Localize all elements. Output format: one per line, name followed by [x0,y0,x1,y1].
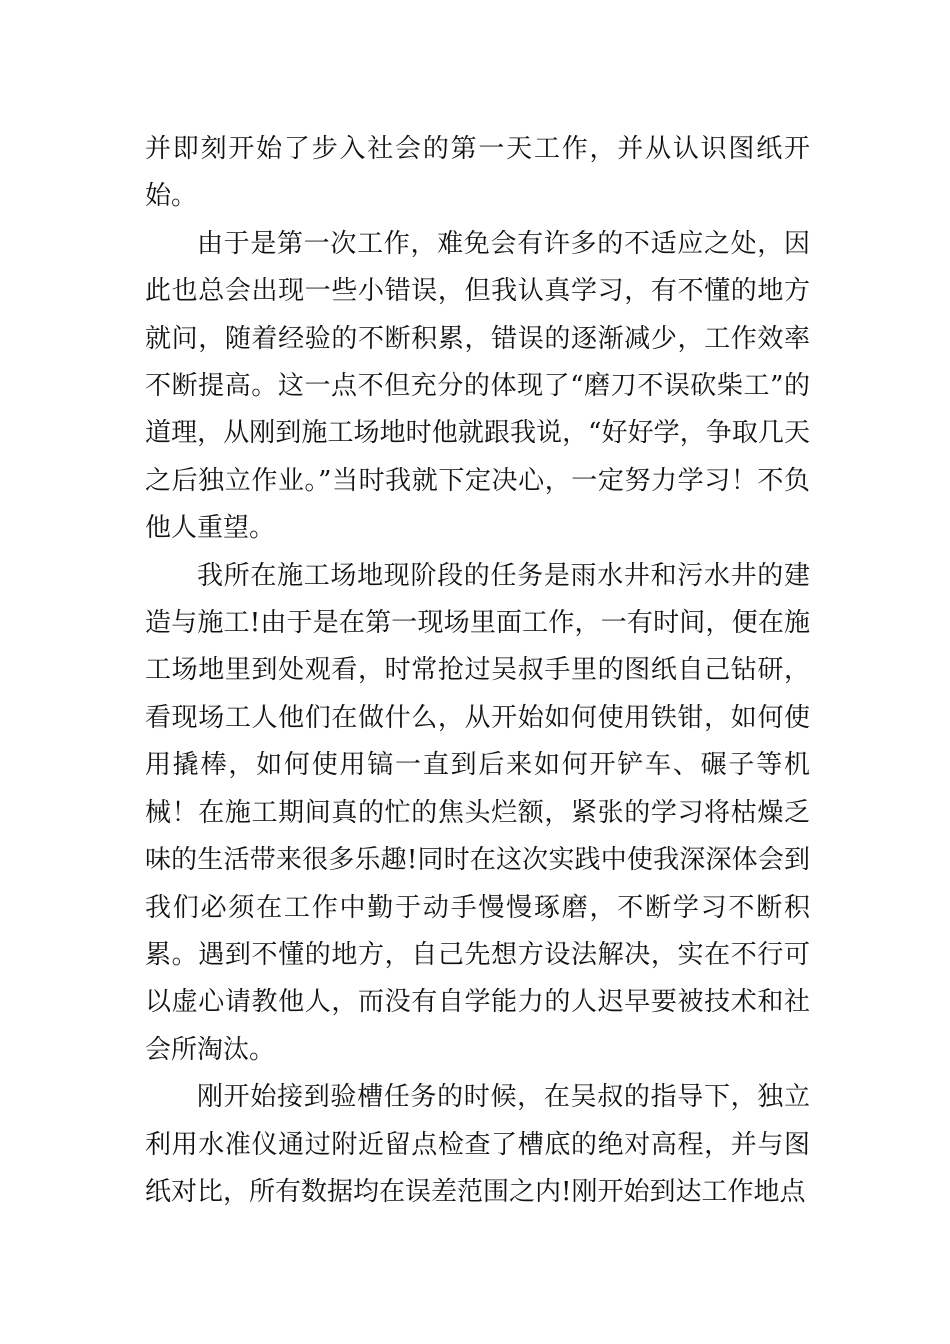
document-body [145,126,810,1216]
paragraph-1: 并即刻开始了步入社会的第一天工作，并从认识图纸开始。 [145,134,810,212]
paragraph-2: 由于是第一次工作，难免会有许多的不适应之处，因此也总会出现一些小错误，但我认真学习，有不懂的地方就问，随着经验的不断积累，错误的逐渐减少，工作效率不断提高。这一点不但充分的体现了“磨刀不误砍柴工”的道理，从刚到施工场地时他就跟我说，“好好学，争取几天之后独立作业。”当时我就下定决心，一定努力学习！不负他人重望。 [145,228,810,544]
paragraph-4: 刚开始接到验槽任务的时候，在吴叔的指导下，独立利用水准仪通过附近留点检查了槽底的绝对高程，并与图纸对比，所有数据均在误差范围之内!刚开始到达工作地点 [145,1082,810,1207]
paragraph-3: 我所在施工场地现阶段的任务是雨水井和污水井的建造与施工!由于是在第一现场里面工作，一有时间，便在施工场地里到处观看，时常抢过吴叔手里的图纸自己钻研，看现场工人他们在做什么，从开始如何使用铁钳，如何使用撬棒，如何使用镐一直到后来如何开铲车、碾子等机械！在施工期间真的忙的焦头烂额，紧张的学习将枯燥乏味的生活带来很多乐趣!同时在这次实践中使我深深体会到我们必须在工作中勤于动手慢慢琢磨，不断学习不断积累。遇到不懂的地方，自己先想方设法解决，实在不行可以虚心请教他人，而没有自学能力的人迟早要被技术和社会所淘汰。 [145,560,810,1065]
